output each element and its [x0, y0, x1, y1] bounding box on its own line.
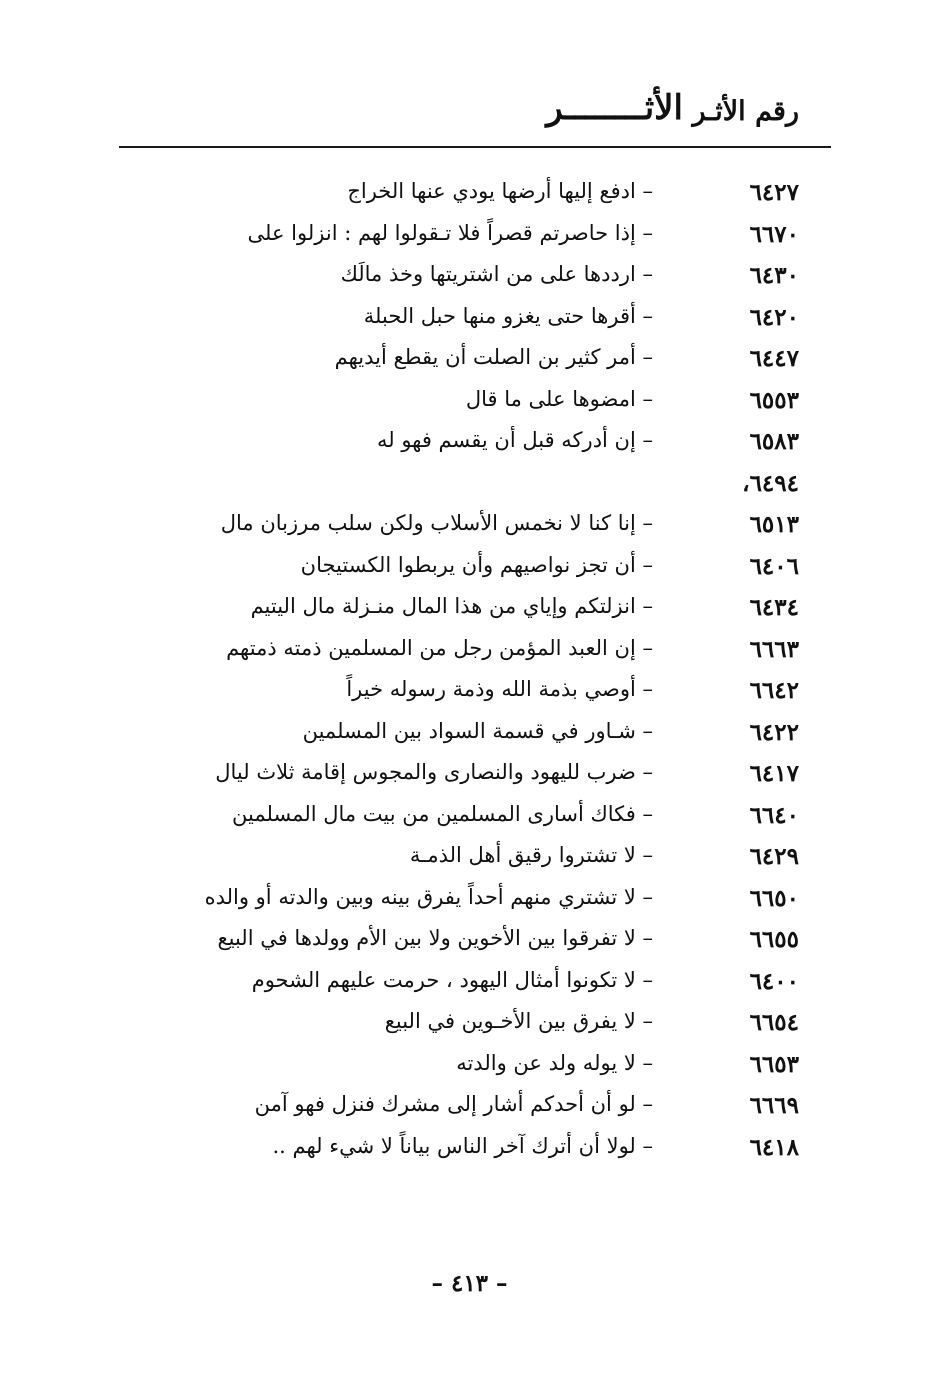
entry-text: – أمر كثير بن الصلت أن يقطع أيديهم	[334, 345, 653, 369]
entry-number: ٦٤٩٤،	[742, 469, 799, 497]
header-number-column: رقم الأثـر	[692, 96, 799, 127]
entry-number: ٦٦٤٢	[749, 677, 799, 704]
entry-text: – إنا كنا لا نخمس الأسلاب ولكن سلب مرزبان مال	[220, 511, 653, 535]
list-item	[0, 630, 939, 672]
entry-text: – إن أدركه قبل أن يقسم فهو له	[376, 428, 653, 452]
entry-number: ٦٦٧٠	[749, 220, 799, 248]
list-item	[0, 796, 939, 838]
list-item	[0, 837, 939, 879]
entry-number: ٦٤٠٦	[749, 552, 799, 580]
entry-number: ٦٥٥٣	[749, 386, 799, 414]
list-item	[0, 505, 939, 547]
entry-number: ٦٤٣٤	[749, 594, 799, 621]
entry-text: – ادفع إليها أرضها يودي عنها الخراج	[347, 179, 653, 203]
list-item	[0, 1045, 939, 1087]
entry-number: ٦٦٥٠	[749, 884, 799, 912]
entry-number: ٦٤٢٧	[749, 179, 799, 206]
entry-text: – أن تجز نواصيهم وأن يربطوا الكستيجان	[300, 552, 653, 577]
list-item	[0, 215, 939, 257]
entry-number: ٦٦٥٣	[749, 1050, 799, 1078]
entry-number: ٦٤١٧	[749, 760, 799, 787]
entry-text: – لا تشتروا رقيق أهل الذمـة	[409, 843, 653, 867]
entry-text: – لا يفرق بين الأخـوين في البيع	[384, 1009, 653, 1033]
entry-number: ٦٤١٨	[749, 1133, 799, 1161]
list-item	[0, 1003, 939, 1045]
list-item	[0, 713, 939, 755]
entry-number: ٦٦٤٠	[749, 801, 799, 829]
entry-text: – لو أن أحدكم أشار إلى مشرك فنزل فهو آمن	[254, 1092, 653, 1116]
list-item	[0, 298, 939, 340]
entry-text: – لا تكونوا أمثال اليهود ، حرمت عليهم الشحوم	[251, 967, 653, 992]
list-item	[0, 256, 939, 298]
entry-number: ٦٥١٣	[749, 511, 799, 538]
entry-text: – فكاك أسارى المسلمين من بيت مال المسلمين	[232, 801, 653, 826]
entry-text: – لا تفرقوا بين الأخوين ولا بين الأم وولدها في البيع	[217, 926, 653, 950]
entry-number: ٦٤٤٧	[749, 345, 799, 372]
entry-number: ٦٦٥٥	[749, 926, 799, 953]
entry-number: ٦٤٢٩	[749, 843, 799, 870]
list-item	[0, 173, 939, 215]
list-item	[0, 879, 939, 921]
list-item	[0, 422, 939, 464]
header-text-column: الأثــــــــر	[546, 88, 683, 128]
entry-number: ٦٦٥٤	[749, 1009, 799, 1036]
entry-text: – شـاور في قسمة السواد بين المسلمين	[302, 718, 653, 743]
entry-number: ٦٤٠٠	[749, 967, 799, 995]
list-item	[0, 671, 939, 713]
list-item	[0, 920, 939, 962]
entry-text: – إذا حاصرتم قصراً فلا تـقولوا لهم : انزلوا على	[247, 220, 653, 245]
entry-text: – ارددها على من اشتريتها وخذ مالَك	[340, 262, 653, 286]
entry-text: – لا يوله ولد عن والدته	[456, 1050, 653, 1075]
entry-number: ٦٥٨٣	[749, 428, 799, 455]
entry-number: ٦٤٣٠	[749, 262, 799, 289]
entry-number: ٦٤٢٢	[749, 718, 799, 746]
header-divider	[119, 146, 831, 148]
entry-list	[0, 173, 939, 1169]
list-item	[0, 962, 939, 1004]
entry-text: – لا تشتري منهم أحداً يفرق بينه وبين والدته أو والده	[204, 884, 653, 909]
entry-text: – إن العبد المؤمن رجل من المسلمين ذمته ذمتهم	[226, 635, 653, 660]
page-number: – ٤١٣ –	[431, 1270, 508, 1297]
list-item	[0, 1086, 939, 1128]
entry-number: ٦٦٦٩	[749, 1092, 799, 1119]
entry-text: – امضوها على ما قال	[465, 386, 653, 411]
list-item	[0, 464, 939, 506]
entry-text: – أوصي بذمة الله وذمة رسوله خيراً	[346, 677, 653, 701]
list-item	[0, 547, 939, 589]
entry-text: – لولا أن أترك آخر الناس بياناً لا شيء لهم ..	[272, 1133, 653, 1158]
entry-number: ٦٤٢٠	[749, 303, 799, 331]
entry-number: ٦٦٦٣	[749, 635, 799, 663]
list-item	[0, 339, 939, 381]
list-item	[0, 1128, 939, 1170]
list-item	[0, 381, 939, 423]
entry-text: – انزلتكم وإياي من هذا المال منـزلة مال اليتيم	[250, 594, 653, 618]
list-item	[0, 588, 939, 630]
list-item	[0, 754, 939, 796]
entry-text: – ضرب لليهود والنصارى والمجوس إقامة ثلاث ليال	[215, 760, 653, 784]
entry-text: – أقرها حتى يغزو منها حبل الحبلة	[363, 303, 653, 328]
